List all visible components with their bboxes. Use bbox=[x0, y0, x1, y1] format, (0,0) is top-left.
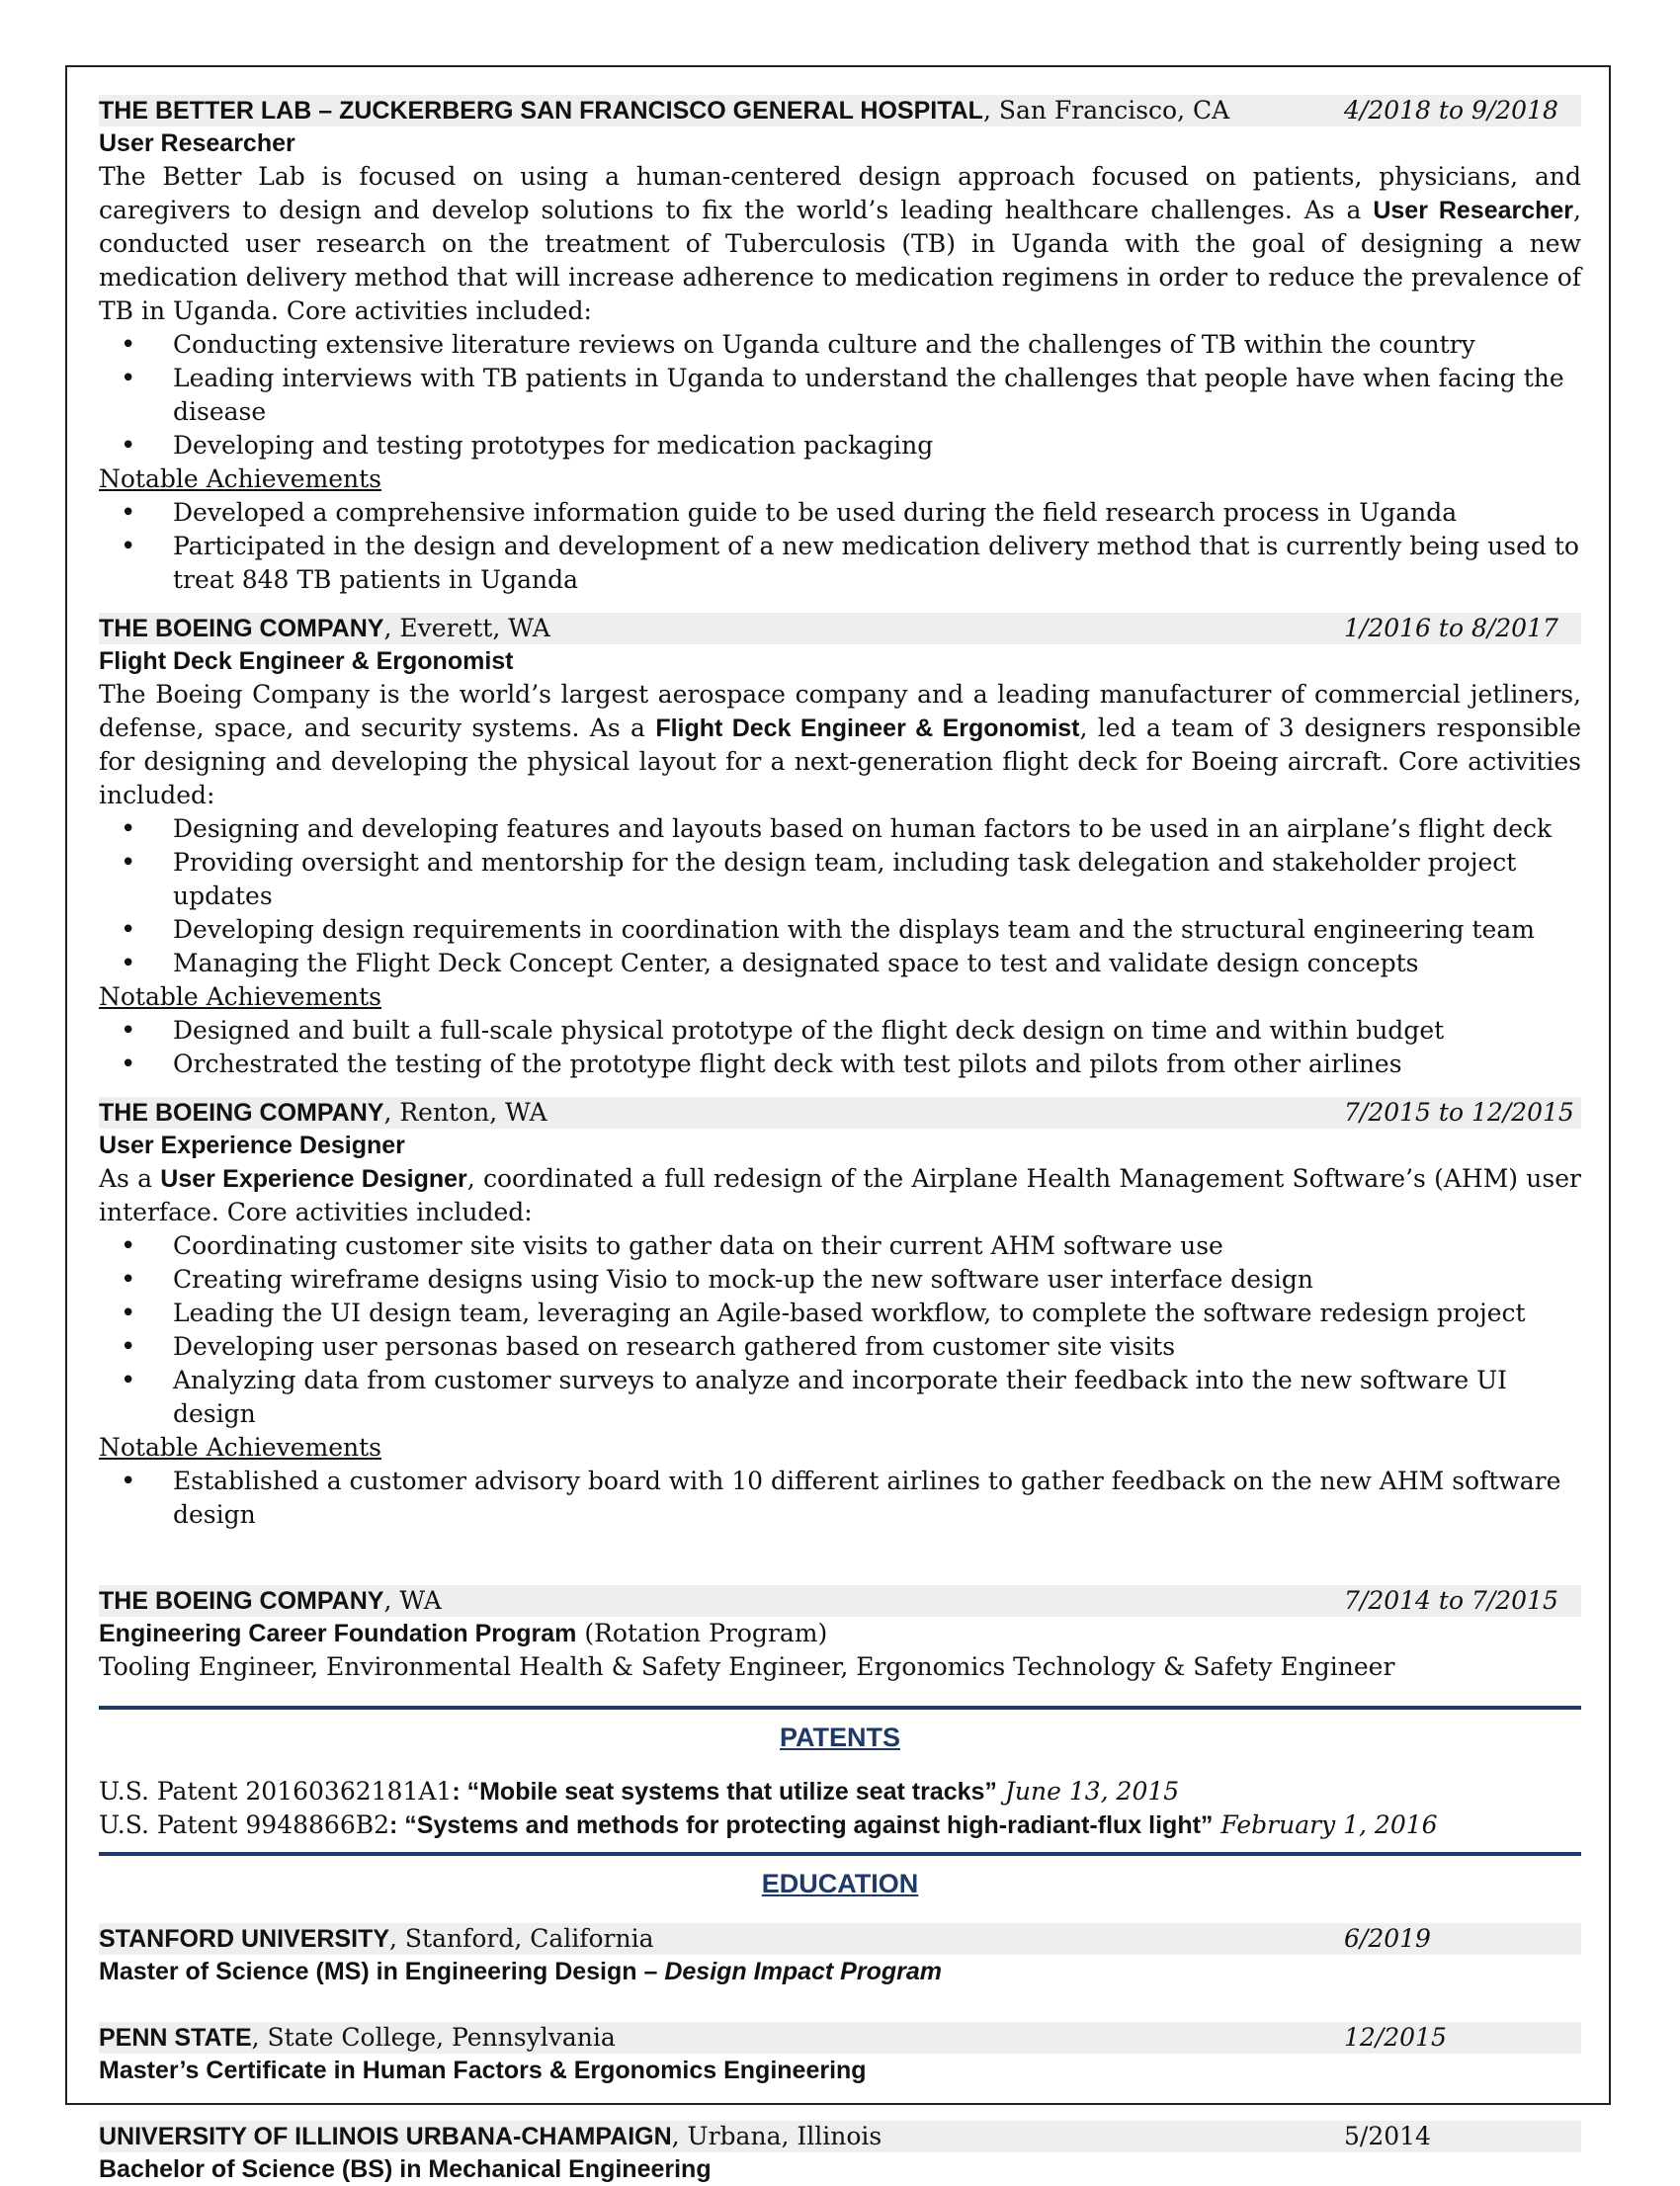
achievement-list bbox=[99, 1465, 1581, 1532]
degree: Master’s Certificate in Human Factors & Ergonomics Engineering bbox=[99, 2057, 867, 2084]
dates: 7/2014 to 7/2015 bbox=[1344, 1586, 1558, 1615]
list-item: • Creating wireframe designs using Visio to mock-up the new software user interface design bbox=[99, 1263, 1581, 1297]
section-divider bbox=[99, 1706, 1581, 1710]
notable-achievements-label: Notable Achievements bbox=[99, 1433, 381, 1462]
degree: Bachelor of Science (BS) in Mechanical Engineering bbox=[99, 2155, 712, 2183]
dates: 4/2018 to 9/2018 bbox=[1344, 96, 1558, 125]
employer: THE BOEING COMPANY bbox=[99, 615, 384, 642]
list-item: • Leading the UI design team, leveraging an Agile-based workflow, to complete the software redesign project bbox=[99, 1297, 1581, 1330]
patent-entry: U.S. Patent 9948866B2: “Systems and methods for protecting against high-radiant-flux light” February 1, 2016 bbox=[99, 1810, 1438, 1839]
dates: 7/2015 to 12/2015 bbox=[1344, 1098, 1574, 1127]
patent-entry: U.S. Patent 20160362181A1: “Mobile seat systems that utilize seat tracks” June 13, 2015 bbox=[99, 1777, 1180, 1806]
job-description: The Better Lab is focused on using a human-centered design approach focused on patients, physicians, and caregivers to design and develop solutions to fix the world’s leading healthcare challenges. As a User Researcher, conducted user research on the treatment of Tuberculosis (TB) in Uganda with the goal of designing a new medication delivery method that will increase adherence to medication regimens in order to reduce the prevalence of TB in Uganda. Core activities included: bbox=[99, 162, 1581, 325]
job-entry-boeing-everett bbox=[99, 613, 1581, 1081]
location: , WA bbox=[383, 1586, 442, 1615]
list-item: • Participated in the design and development of a new medication delivery method that is currently being used to treat 848 TB patients in Uganda bbox=[99, 530, 1581, 597]
graduation-date: 6/2019 bbox=[1344, 1924, 1431, 1953]
job-description: As a User Experience Designer, coordinated a full redesign of the Airplane Health Management Software’s (AHM) user interface. Core activities included: bbox=[99, 1164, 1581, 1226]
school-name: STANFORD UNIVERSITY bbox=[99, 1925, 389, 1953]
job-title: User Researcher bbox=[99, 129, 295, 157]
employer: THE BOEING COMPANY bbox=[99, 1587, 384, 1615]
resume-content bbox=[99, 95, 1582, 2183]
list-item: • Developed a comprehensive information guide to be used during the field research process in Uganda bbox=[99, 496, 1581, 530]
graduation-date: 5/2014 bbox=[1344, 2122, 1431, 2150]
education-heading: EDUCATION bbox=[761, 1869, 919, 1898]
employer: THE BETTER LAB – ZUCKERBERG SAN FRANCISCO GENERAL HOSPITAL bbox=[99, 97, 983, 125]
achievement-list bbox=[99, 1014, 1581, 1081]
education-entry bbox=[99, 2022, 1581, 2087]
education-entry bbox=[99, 2121, 1581, 2186]
list-item: • Designing and developing features and layouts based on human factors to be used in an airplane’s flight deck bbox=[99, 812, 1581, 846]
achievement-list bbox=[99, 496, 1581, 597]
list-item: • Developing design requirements in coordination with the displays team and the structural engineering team bbox=[99, 913, 1581, 947]
rotation-roles: Tooling Engineer, Environmental Health & Safety Engineer, Ergonomics Technology & Safety Engineer bbox=[99, 1652, 1395, 1681]
job-entry-better-lab bbox=[99, 95, 1581, 597]
school-name: UNIVERSITY OF ILLINOIS URBANA-CHAMPAIGN bbox=[99, 2123, 672, 2150]
list-item: • Developing and testing prototypes for medication packaging bbox=[99, 429, 1581, 462]
patents-heading: PATENTS bbox=[779, 1723, 900, 1752]
list-item: • Designed and built a full-scale physical prototype of the flight deck design on time and within budget bbox=[99, 1014, 1581, 1048]
list-item: • Orchestrated the testing of the prototype flight deck with test pilots and pilots from other airlines bbox=[99, 1048, 1581, 1081]
list-item: • Developing user personas based on research gathered from customer site visits bbox=[99, 1330, 1581, 1364]
list-item: • Analyzing data from customer surveys to analyze and incorporate their feedback into the new software UI design bbox=[99, 1364, 1581, 1431]
location: , State College, Pennsylvania bbox=[251, 2023, 616, 2052]
job-entry-boeing-rotation bbox=[99, 1585, 1581, 1684]
graduation-date: 12/2015 bbox=[1344, 2023, 1447, 2052]
list-item: • Leading interviews with TB patients in Uganda to understand the challenges that people have when facing the disease bbox=[99, 362, 1581, 429]
activity-list bbox=[99, 1229, 1581, 1431]
activity-list bbox=[99, 328, 1581, 462]
location: , Everett, WA bbox=[383, 614, 550, 642]
job-header bbox=[99, 95, 1581, 126]
list-item: • Established a customer advisory board with 10 different airlines to gather feedback on the new AHM software design bbox=[99, 1465, 1581, 1532]
section-divider bbox=[99, 1852, 1581, 1856]
location: , Renton, WA bbox=[383, 1098, 547, 1127]
location: , San Francisco, CA bbox=[982, 96, 1230, 125]
education-entry bbox=[99, 1923, 1581, 1988]
job-title: Flight Deck Engineer & Ergonomist bbox=[99, 647, 514, 675]
job-header bbox=[99, 613, 1581, 644]
list-item: • Managing the Flight Deck Concept Center, a designated space to test and validate design concepts bbox=[99, 947, 1581, 980]
job-description: The Boeing Company is the world’s largest aerospace company and a leading manufacturer of commercial jetliners, defense, space, and security systems. As a Flight Deck Engineer & Ergonomist, led a team of 3 designers responsible for designing and developing the physical layout for a next-generation flight deck for Boeing aircraft. Core activities included: bbox=[99, 680, 1582, 809]
list-item: • Conducting extensive literature reviews on Uganda culture and the challenges of TB within the country bbox=[99, 328, 1581, 362]
job-header bbox=[99, 1585, 1581, 1617]
activity-list bbox=[99, 812, 1581, 980]
employer: THE BOEING COMPANY bbox=[99, 1099, 384, 1127]
job-entry-boeing-renton bbox=[99, 1097, 1581, 1532]
location: , Urbana, Illinois bbox=[671, 2122, 882, 2150]
degree: Master of Science (MS) in Engineering Design – Design Impact Program bbox=[99, 1958, 942, 1985]
list-item: • Providing oversight and mentorship for the design team, including task delegation and stakeholder project updates bbox=[99, 846, 1581, 913]
program-title: Engineering Career Foundation Program (Rotation Program) bbox=[99, 1619, 828, 1647]
job-title: User Experience Designer bbox=[99, 1132, 405, 1159]
notable-achievements-label: Notable Achievements bbox=[99, 464, 381, 493]
school-name: PENN STATE bbox=[99, 2024, 252, 2052]
job-header bbox=[99, 1097, 1581, 1129]
notable-achievements-label: Notable Achievements bbox=[99, 982, 381, 1011]
dates: 1/2016 to 8/2017 bbox=[1344, 614, 1558, 642]
location: , Stanford, California bbox=[389, 1924, 654, 1953]
list-item: • Coordinating customer site visits to gather data on their current AHM software use bbox=[99, 1229, 1581, 1263]
